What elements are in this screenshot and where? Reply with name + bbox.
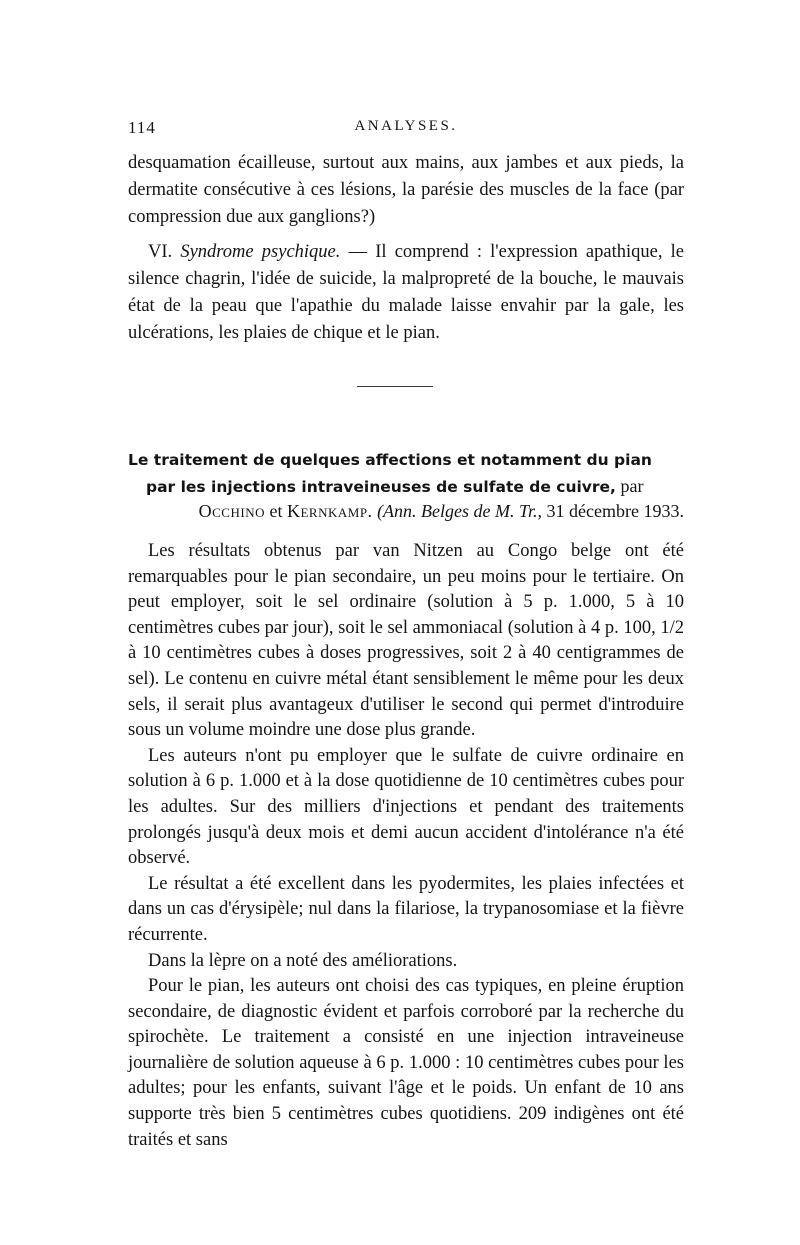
article-citation [146, 498, 684, 524]
syndrome-paragraph [128, 239, 684, 347]
section-heading: ANALYSES. [354, 118, 458, 134]
article-by: par [615, 476, 644, 496]
syndrome-text [128, 239, 684, 347]
syndrome-number: VI. [148, 242, 173, 262]
article-title [128, 447, 684, 500]
page-number: 114 [128, 118, 156, 137]
body-paragraph: Le résultat a été excellent dans les pyodermites, les plaies infectées et dans un cas d'érysipèle; nul dans la filariose, la trypanosomiase et la fièvre récurrente. [128, 873, 684, 945]
syndrome-description: — Il comprend : l'expression apathique, le silence chagrin, l'idée de suicide, la malpropreté de la bouche, le mauvais état de la peau que l'apathie du malade laisse envahir par la gale, les ulcérations, les plaies de chique et le pian. [128, 242, 684, 343]
journal-reference: (Ann. Belges de M. Tr., [372, 501, 543, 521]
syndrome-label: Syndrome psychique. [180, 242, 341, 262]
author-occhino: Occhino [198, 501, 265, 521]
continuation-paragraph [128, 150, 684, 231]
body-paragraph: Dans la lèpre on a noté des améliorations. [148, 950, 458, 971]
body-paragraph: Pour le pian, les auteurs ont choisi des cas typiques, en pleine éruption secondaire, de diagnostic évident et parfois corroboré par la recherche du spirochète. Le traitement a consisté en une injection intraveineuse journalière de solution aqueuse à 6 p. 1.000 : 10 centimètres cubes pour les adultes; pour les enfants, suivant l'âge et le poids. Un enfant de 10 ans supporte très bien 5 centimètres cubes quotidiens. 209 indigènes ont été traités et sans [128, 976, 684, 1150]
article-title-line-2-text: par les injections intraveineuses de sulfate de cuivre, [146, 478, 616, 496]
running-head [128, 118, 684, 142]
body-paragraph: Les auteurs n'ont pu employer que le sulfate de cuivre ordinaire en solution à 6 p. 1.000 et à la dose quotidienne de 10 centimètres cubes pour les adultes. Sur des milliers d'injections et pendant des traitements prolongés jusqu'à deux mois et demi aucun accident d'intolérance n'a été observé. [128, 745, 684, 869]
publication-date: 31 décembre 1933. [542, 501, 684, 521]
author-conjunction: et [264, 501, 287, 521]
article-title-line-2 [128, 473, 684, 500]
continuation-text: desquamation écailleuse, surtout aux mains, aux jambes et aux pieds, la dermatite consécutive à ces lésions, la parésie des muscles de la face (par compression due aux ganglions?) [128, 153, 684, 227]
article-body [128, 539, 684, 1153]
author-kernkamp: Kernkamp. [286, 501, 373, 521]
article-title-line-1: Le traitement de quelques affections et notamment du pian [128, 451, 652, 469]
body-paragraph: Les résultats obtenus par van Nitzen au Congo belge ont été remarquables pour le pian secondaire, un peu moins pour le tertiaire. On peut employer, soit le sel ordinaire (solution à 5 p. 1.000, 5 à 10 centimètres cubes par jour), soit le sel ammoniacal (solution à 4 p. 100, 1/2 à 10 centimètres cubes à doses progressives, soit 2 à 40 centigrammes de sel). Le contenu en cuivre métal étant sensiblement le même pour les deux sels, il serait plus avantageux d'utiliser le second qui permet d'introduire sous un volume moindre une dose plus grande. [128, 541, 684, 741]
section-divider [357, 386, 433, 387]
